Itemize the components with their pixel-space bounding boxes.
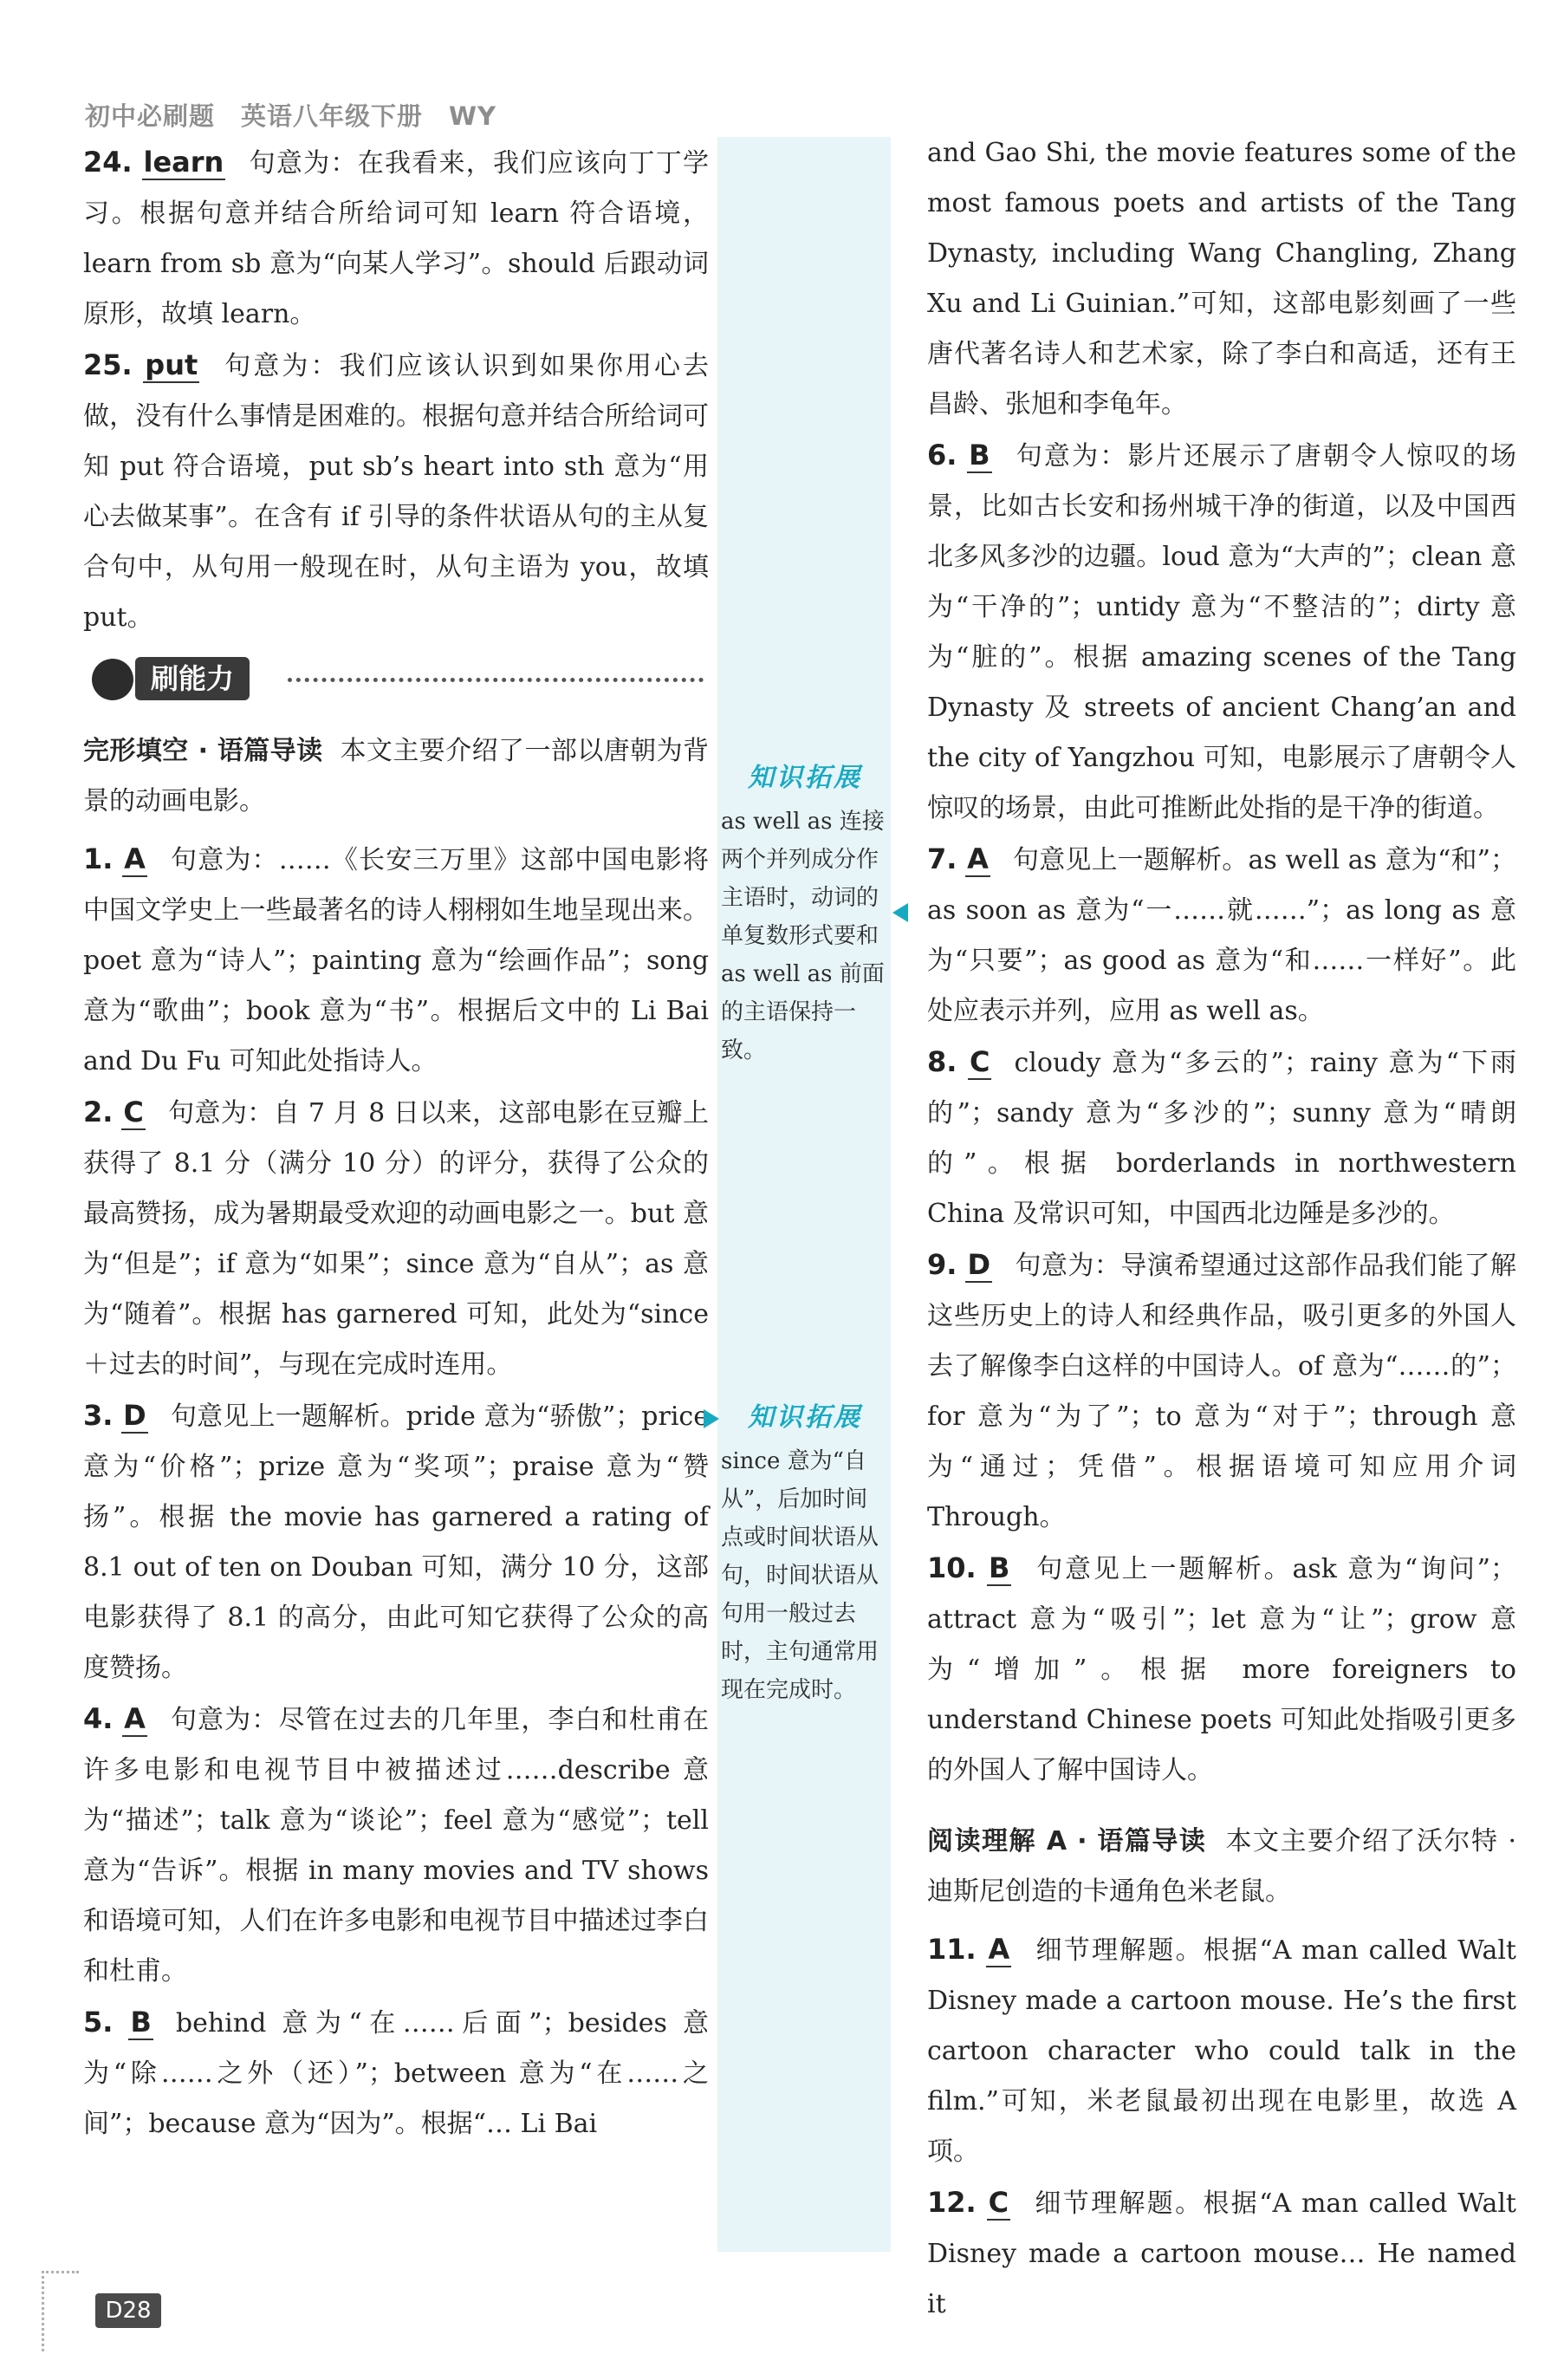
book-title: 英语八年级下册 xyxy=(241,101,424,131)
left-column xyxy=(83,137,709,2149)
question-number: 9. xyxy=(927,1248,957,1281)
question-number: 25. xyxy=(83,348,133,381)
answer-key: C xyxy=(988,2186,1009,2219)
answer-key: A xyxy=(967,842,989,875)
answer-key: D xyxy=(967,1248,990,1281)
answer-entry-1 xyxy=(83,834,709,1087)
answer-entry-25 xyxy=(83,340,709,643)
explanation: 细节理解题。根据“A man called Walt Disney made a cartoon mouse… He named it xyxy=(927,2188,1516,2319)
explanation: 句意为：尽管在过去的几年里，李白和杜甫在许多电影和电视节目中被描述过……describe 意为“描述”；talk 意为“谈论”；feel 意为“感觉”；tell 意为“告诉”。根据 in many movies and TV shows 和语境可知，人们在许多电影和电视节目中描述过李白和杜甫。 xyxy=(83,1705,710,1987)
answer-key: A xyxy=(124,1702,146,1735)
banner-label: 刷能力 xyxy=(135,657,250,700)
answer-entry-7 xyxy=(927,834,1516,1037)
answer-entry-9 xyxy=(927,1239,1516,1543)
note-text: as well as 连接两个并列成分作主语时，动词的单复数形式要和 as well as 前面的主语保持一致。 xyxy=(721,809,885,1063)
continued-text: and Gao Shi, the movie features some of the most famous poets and artists of the Tang Dynasty, including Wang Changling, Zhang Xu and Li Guinian.”可知，这部电影刻画了一些唐代著名诗人和艺术家，除了李白和高适，还有王昌龄、张旭和李龟年。 xyxy=(927,138,1516,419)
answer-entry-8 xyxy=(927,1037,1516,1239)
answer-key: learn xyxy=(143,146,224,179)
explanation: 句意见上一题解析。pride 意为“骄傲”；price 意为“价格”；prize 意为“奖项”；praise 意为“赞扬”。根据 the movie has garnered a rating of 8.1 out of ten on Douban 可知，满分 10 分，这部电影获得了 8.1 的高分，由此可知它获得了公众的高度赞扬。 xyxy=(83,1401,709,1683)
note-text: since 意为“自从”，后加时间点或时间状语从句，时间状语从句用一般过去时，主句通常用现在完成时。 xyxy=(721,1448,879,1703)
section-description: 本文主要介绍了一部以唐朝为背景的动画电影。 xyxy=(83,736,710,816)
answer-key: A xyxy=(988,1933,1010,1966)
sidebar-band xyxy=(717,137,891,2252)
series-title: 初中必刷题 xyxy=(85,101,216,131)
answer-entry-11 xyxy=(927,1924,1516,2177)
section-description: 本文主要介绍了沃尔特 · 迪斯尼创造的卡通角色米老鼠。 xyxy=(927,1826,1517,1907)
answer-entry-10 xyxy=(927,1543,1516,1796)
answer-entry-6 xyxy=(927,430,1516,834)
answer-entry-4 xyxy=(83,1694,709,1997)
explanation: 句意为：在我看来，我们应该向丁丁学习。根据句意并结合所给词可知 learn 符合语境，learn from sb 意为“向某人学习”。should 后跟动词原形，故填 learn。 xyxy=(83,148,709,329)
answer-key: B xyxy=(989,1551,1010,1584)
answer-entry-12 xyxy=(927,2177,1516,2330)
knowledge-note-1 xyxy=(721,759,889,1070)
explanation: cloudy 意为“多云的”；rainy 意为“下雨的”；sandy 意为“多沙的”；sunny 意为“晴朗的”。根据 borderlands in northwestern China 及常识可知，中国西北边陲是多沙的。 xyxy=(927,1048,1516,1229)
answer-key: C xyxy=(970,1045,990,1078)
answer-entry-5 xyxy=(83,1997,709,2149)
answer-key: C xyxy=(123,1096,144,1128)
note-title: 知识拓展 xyxy=(748,763,862,793)
explanation: behind 意为“在……后面”；besides 意为“除……之外（还）”；between 意为“在……之间”；because 意为“因为”。根据“… Li Bai xyxy=(83,2008,709,2139)
question-number: 11. xyxy=(927,1933,977,1966)
question-number: 12. xyxy=(927,2186,977,2219)
answer-key: put xyxy=(145,348,198,381)
right-column xyxy=(927,128,1516,2330)
explanation: 句意为：自 7 月 8 日以来，这部电影在豆瓣上获得了 8.1 分（满分 10 分）的评分，获得了公众的最高赞扬，成为暑期最受欢迎的动画电影之一。but 意为“但是”；if 意为“如果”；since 意为“自从”；as 意为“随着”。根据 has garnered 可知，此处为“since＋过去的时间”，与现在完成时连用。 xyxy=(83,1098,709,1380)
explanation: 句意为：影片还展示了唐朝令人惊叹的场景，比如古长安和扬州城干净的街道，以及中国西北多风多沙的边疆。loud 意为“大声的”；clean 意为“干净的”；untidy 意为“不整洁的”；dirty 意为“脏的”。根据 amazing scenes of the Tang Dynasty 及 streets of ancient Chang’an and the city of Yangzhou 可知，电影展示了唐朝令人惊叹的场景，由此可推断此处指的是干净的街道。 xyxy=(927,441,1516,823)
section-banner xyxy=(83,652,709,712)
question-number: 1. xyxy=(83,842,114,875)
edition-label: WY xyxy=(449,101,497,131)
explanation: 句意为：导演希望通过这部作品我们能了解这些历史上的诗人和经典作品，吸引更多的外国人去了解像李白这样的中国诗人。of 意为“……的”；for 意为“为了”；to 意为“对于”；through 意为“通过；凭借”。根据语境可知应用介词 Through。 xyxy=(927,1251,1516,1532)
explanation: 句意为：……《长安三万里》这部中国电影将中国文学史上一些最著名的诗人栩栩如生地呈现出来。poet 意为“诗人”；painting 意为“绘画作品”；song 意为“歌曲”；book 意为“书”。根据后文中的 Li Bai and Du Fu 可知此处指诗人。 xyxy=(83,845,709,1076)
question-number: 2. xyxy=(83,1096,114,1128)
page-corner-mark xyxy=(42,2271,79,2351)
question-number: 3. xyxy=(83,1399,114,1432)
running-header xyxy=(85,97,522,133)
explanation: 细节理解题。根据“A man called Walt Disney made a cartoon mouse. He’s the first cartoon character who could talk in the film.”可知，米老鼠最初出现在电影里，故选 A 项。 xyxy=(927,1935,1516,2167)
question-number: 8. xyxy=(927,1045,957,1078)
question-number: 5. xyxy=(83,2006,114,2039)
answer-key: B xyxy=(130,2006,152,2039)
answer-entry-24 xyxy=(83,137,709,340)
section-heading: 完形填空 · 语篇导读 xyxy=(83,736,323,766)
knowledge-note-2 xyxy=(721,1399,889,1709)
question-number: 6. xyxy=(927,439,957,471)
answer-entry-2 xyxy=(83,1087,709,1390)
explanation: 句意为：我们应该认识到如果你用心去做，没有什么事情是困难的。根据句意并结合所给词可知 put 符合语境，put sb’s heart into sth 意为“用心去做某事”。在含有 if 引导的条件状语从句的主从复合句中，从句用一般现在时，从句主语为 you，故填 put。 xyxy=(83,351,710,633)
explanation: 句意见上一题解析。as well as 意为“和”；as soon as 意为“一……就……”；as long as 意为“只要”；as good as 意为“和……一样好”。此处应表示并列，应用 as well as。 xyxy=(927,845,1516,1026)
answer-entry-3 xyxy=(83,1390,709,1694)
note-arrow-icon xyxy=(892,903,908,922)
answer-key: D xyxy=(123,1399,146,1432)
dotted-divider xyxy=(288,678,704,682)
answer-key: B xyxy=(969,439,990,471)
explanation: 句意见上一题解析。ask 意为“询问”；attract 意为“吸引”；let 意为“让”；grow 意为“增加”。根据 more foreigners to understand Chinese poets 可知此处指吸引更多的外国人了解中国诗人。 xyxy=(927,1554,1516,1785)
section-heading: 阅读理解 A · 语篇导读 xyxy=(927,1826,1207,1857)
question-number: 7. xyxy=(927,842,957,875)
section-intro-reading xyxy=(927,1817,1516,1917)
question-number: 10. xyxy=(927,1551,977,1584)
question-number: 24. xyxy=(83,146,133,179)
page-number: D28 xyxy=(95,2293,161,2328)
answer-key: A xyxy=(124,842,146,875)
section-intro-cloze xyxy=(83,726,709,827)
question-number: 4. xyxy=(83,1702,114,1735)
note-arrow-icon xyxy=(704,1409,719,1428)
brush-icon xyxy=(92,659,133,700)
note-title: 知识拓展 xyxy=(748,1402,862,1433)
